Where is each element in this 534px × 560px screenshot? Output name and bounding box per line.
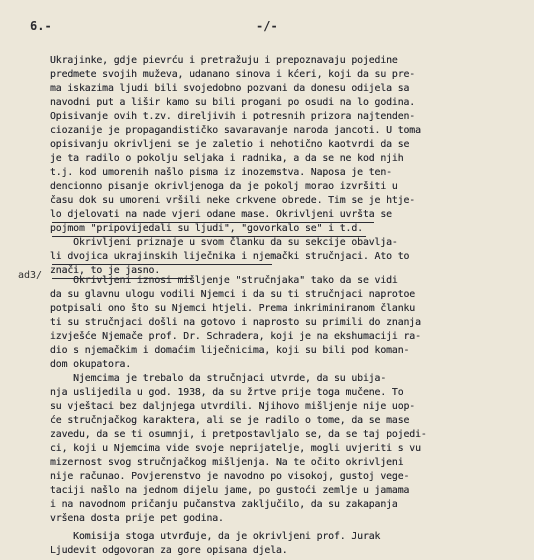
page-mark: -/-	[256, 19, 278, 33]
text-line: pojmom "pripovijedali su ljudi", "govorkalo se" i t.d.	[50, 223, 363, 234]
margin-note: ad3/	[18, 270, 43, 281]
text-line: će stručnjačkog karaktera, ali se je radilo o tome, da se mase	[50, 415, 410, 426]
text-line: Njemcima je trebalo da stručnjaci utvrde, da su ubija-	[50, 373, 387, 384]
text-line: ciozanije je propagandističko savaravanje naroda jancoti. U toma	[50, 125, 421, 136]
text-line: lo djelovati na nade vjeri odane mase. Okrivljeni uvršta se	[50, 209, 392, 220]
text-line: zavedu, da se ti osumnji, i pretpostavljalo se, da se taj pojedi-	[50, 429, 427, 440]
text-line: i na navodnom pričanju pučanstva zaključilo, da su zakapanja	[50, 499, 398, 510]
text-line: t.j. kod umorenih našlo pisma iz inozemstva. Naposa je ten-	[50, 167, 392, 178]
text-line: potpisali ono što su Njemci htjeli. Prema inkriminiranom članku	[50, 303, 416, 314]
text-line: taciji našlo na jednom dijelu jame, po gustoći zemlje u jamama	[50, 485, 410, 496]
text-line: je ta radilo o pokolju seljaka i radnika, a da se ne kod njih	[50, 153, 404, 164]
text-line: izvješće Njemače prof. Dr. Schradera, koji je na ekshumaciji ra-	[50, 331, 421, 342]
page-number: 6.-	[30, 19, 52, 33]
text-line: času dok su umoreni vršili neke crkvene obrede. Tim se je htje-	[50, 195, 416, 206]
text-line: da su glavnu ulogu vodili Njemci i da su ti stručnjaci naprotoe	[50, 289, 416, 300]
text-line: nije računao. Povjerenstvo je navodno po visokoj, gustoj vege-	[50, 471, 410, 482]
text-line: dio s njemačkim i domaćim liječnicima, koji su bili pod koman-	[50, 345, 410, 356]
underline	[52, 236, 366, 237]
underline	[52, 278, 192, 279]
underline	[52, 264, 272, 265]
text-line: dom okupatora.	[50, 359, 132, 370]
text-line: Ljudevit odgovoran za gore opisana djela.	[50, 545, 288, 556]
text-line: nja uslijedila u god. 1938, da su žrtve prije toga mučene. To	[50, 387, 404, 398]
text-line: mizernost svog stručnjačkog mišljenja. Na te očito okrivljeni	[50, 457, 404, 468]
text-line: su vještaci bez daljnjega utvrdili. Njihovo mišljenje nije uop-	[50, 401, 416, 412]
text-line: Opisivanje ovih t.zv. direljivih i potresnih prizora najtenden-	[50, 111, 416, 122]
text-line: predmete svojih muževa, udanano sinova i kćeri, koji da su pre-	[50, 69, 416, 80]
text-line: Komisija stoga utvrđuje, da je okrivljeni prof. Jurak	[50, 531, 381, 542]
text-line: ti su stručnjaci došli na gotovo i naprosto su primili do znanja	[50, 317, 421, 328]
text-line: Okrivljeni priznaje u svom članku da su sekcije obavlja-	[50, 237, 398, 248]
text-line: navodni put a lišir kamo su bili progani po osudi na lo godina.	[50, 97, 416, 108]
underline	[52, 222, 374, 223]
text-line: Ukrajinke, gdje pievrću i pretražuju i prepoznavaju pojedine	[50, 55, 398, 66]
text-line: opisivanju okrivljeni se je zaletio i nehotično kaotvrdi da se	[50, 139, 410, 150]
text-line: Okrivljeni iznosi mišljenje "stručnjaka" tako da se vidi	[50, 275, 398, 286]
text-line: znači, to je jasno.	[50, 265, 161, 276]
text-line: vršena dosta prije pet godina.	[50, 513, 224, 524]
text-line: ma iskazima ljudi bili svojedobno pozvani da donesu odijela sa	[50, 83, 410, 94]
text-line: li dvojica ukrajinskih liječnika i njemački stručnjaci. Ato to	[50, 251, 410, 262]
text-line: dencionno pisanje okrivljenoga da je pokolj morao izvršiti u	[50, 181, 398, 192]
text-line: ci, koji u Njemcima vide svoje neprijatelje, mogli uvjeriti s vu	[50, 443, 421, 454]
